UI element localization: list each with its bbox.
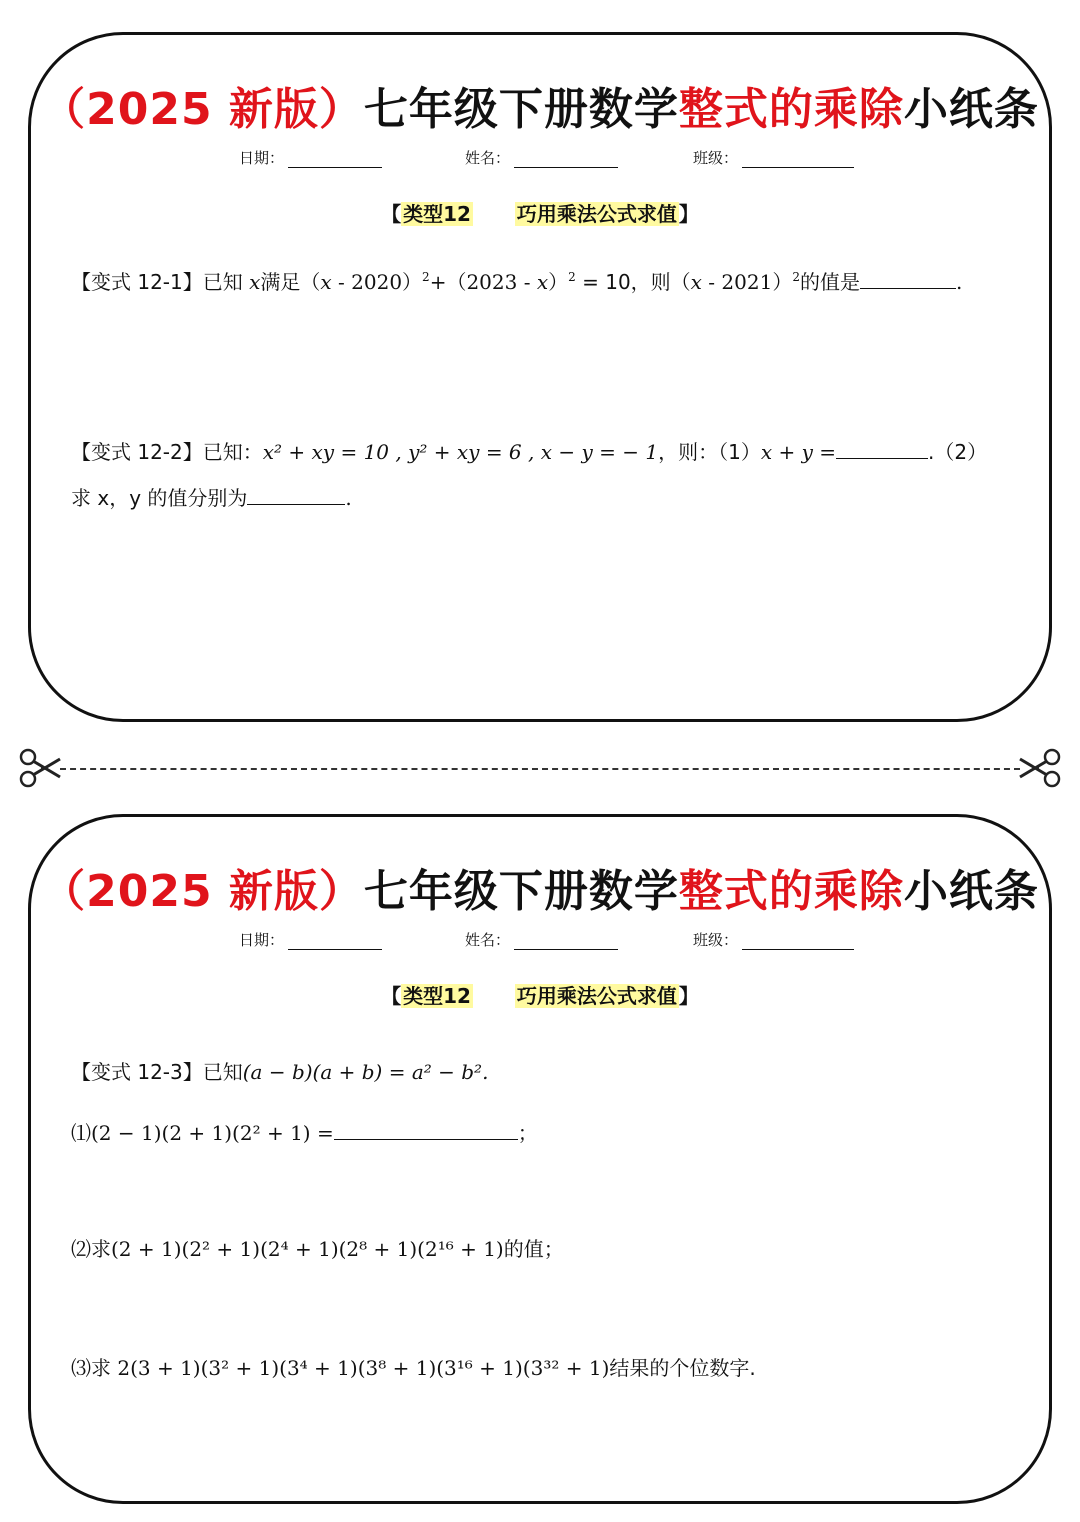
- question-12-2: [71, 439, 987, 465]
- period: .: [345, 486, 352, 510]
- worksheet-card-2: [28, 814, 1052, 1504]
- worksheet-title: [31, 855, 1049, 919]
- bracket-open: 【: [381, 202, 402, 226]
- q1-text: - 2021）: [701, 270, 793, 294]
- part-label: ⑶: [71, 1356, 91, 1380]
- type-number: 类型12: [403, 202, 471, 226]
- date-blank[interactable]: [288, 151, 382, 168]
- date-field[interactable]: [239, 929, 382, 950]
- period: .: [955, 270, 963, 294]
- q2-equations: x² + xy = 10 , y² + xy = 6 , x − y = − 1: [262, 440, 659, 464]
- class-blank[interactable]: [742, 151, 854, 168]
- q1-text: = 10，则（: [575, 270, 691, 294]
- answer-blank[interactable]: [334, 1121, 518, 1140]
- answer-blank-2[interactable]: [247, 486, 345, 505]
- answer-blank-1[interactable]: [836, 440, 928, 459]
- question-12-3-part2: [71, 1236, 564, 1262]
- part-label: ⑴: [71, 1121, 91, 1145]
- title-topic: 整式的乘除: [678, 84, 904, 135]
- bracket-open: 【: [381, 984, 402, 1008]
- type-heading: [31, 980, 1049, 1009]
- class-field[interactable]: [693, 147, 854, 168]
- scissors-icon: [1018, 747, 1062, 789]
- q1-text: ）: [548, 270, 569, 294]
- semicolon: ；: [517, 1121, 538, 1145]
- p2-text: 求: [91, 1237, 111, 1261]
- bracket-close: 】: [678, 202, 699, 226]
- answer-blank[interactable]: [860, 270, 956, 289]
- name-blank[interactable]: [514, 933, 618, 950]
- question-12-3: [71, 1059, 488, 1085]
- name-field[interactable]: [465, 147, 618, 168]
- q2-expression: x + y =: [760, 440, 836, 464]
- p1-formula: (2 − 1)(2 + 1)(2² + 1) =: [91, 1121, 334, 1145]
- scissors-icon: [18, 747, 62, 789]
- type-number: 类型12: [403, 984, 471, 1008]
- type-topic: 巧用乘法公式求值: [516, 202, 677, 226]
- class-field[interactable]: [693, 929, 854, 950]
- date-field[interactable]: [239, 147, 382, 168]
- title-suffix: 小纸条: [903, 84, 1039, 135]
- q2-text: 已知：: [202, 440, 263, 464]
- q1-text: 的值是: [799, 270, 860, 294]
- title-grade: 七年级下册数学: [363, 866, 679, 917]
- class-label: 班级：: [693, 931, 739, 949]
- bracket-close: 】: [678, 984, 699, 1008]
- exponent: 2: [792, 270, 800, 284]
- title-grade: 七年级下册数学: [363, 84, 679, 135]
- part-label: ⑵: [71, 1237, 91, 1261]
- question-12-2-line2: [71, 485, 352, 511]
- q3-formula: (a − b)(a + b) = a² − b².: [242, 1060, 489, 1084]
- question-tag: 【变式 12-3】: [71, 1060, 203, 1084]
- var-x: x: [249, 270, 261, 294]
- question-tag: 【变式 12-1】: [71, 270, 203, 294]
- date-blank[interactable]: [288, 933, 382, 950]
- name-label: 姓名：: [465, 931, 511, 949]
- name-blank[interactable]: [514, 151, 618, 168]
- exponent: 2: [422, 270, 430, 284]
- q1-text: 已知: [202, 270, 250, 294]
- question-12-1: [71, 264, 962, 295]
- var-x: x: [320, 270, 332, 294]
- title-edition: （2025 新版）: [41, 866, 364, 917]
- title-topic: 整式的乘除: [678, 866, 904, 917]
- q1-text: 满足（: [260, 270, 321, 294]
- worksheet-card-1: [28, 32, 1052, 722]
- date-label: 日期：: [239, 149, 285, 167]
- q3-text: 已知: [202, 1060, 243, 1084]
- q1-text: - 2020）: [331, 270, 423, 294]
- name-field[interactable]: [465, 929, 618, 950]
- q2-text: ，则：（1）: [658, 440, 761, 464]
- var-x: x: [536, 270, 549, 294]
- p3-text: 求: [91, 1356, 118, 1380]
- question-12-3-part1: [71, 1120, 538, 1146]
- p2-text: 的值；: [503, 1237, 564, 1261]
- worksheet-title: [31, 73, 1049, 137]
- exponent: 2: [568, 270, 576, 284]
- title-edition: （2025 新版）: [41, 84, 364, 135]
- type-topic: 巧用乘法公式求值: [516, 984, 677, 1008]
- q1-text: +（2023 -: [429, 270, 537, 294]
- name-label: 姓名：: [465, 149, 511, 167]
- type-heading: [31, 198, 1049, 227]
- p3-formula: 2(3 + 1)(3² + 1)(3⁴ + 1)(3⁸ + 1)(3¹⁶ + 1)(3³² + 1): [117, 1356, 610, 1380]
- q2-text: 求 x，y 的值分别为: [71, 486, 248, 510]
- class-label: 班级：: [693, 149, 739, 167]
- p3-text: 结果的个位数字.: [609, 1356, 756, 1380]
- class-blank[interactable]: [742, 933, 854, 950]
- cut-line: [60, 768, 1020, 770]
- title-suffix: 小纸条: [903, 866, 1039, 917]
- question-tag: 【变式 12-2】: [71, 440, 203, 464]
- date-label: 日期：: [239, 931, 285, 949]
- var-x: x: [690, 270, 702, 294]
- q2-text: .（2）: [928, 440, 988, 464]
- p2-formula: (2 + 1)(2² + 1)(2⁴ + 1)(2⁸ + 1)(2¹⁶ + 1): [111, 1237, 504, 1261]
- question-12-3-part3: [71, 1355, 756, 1381]
